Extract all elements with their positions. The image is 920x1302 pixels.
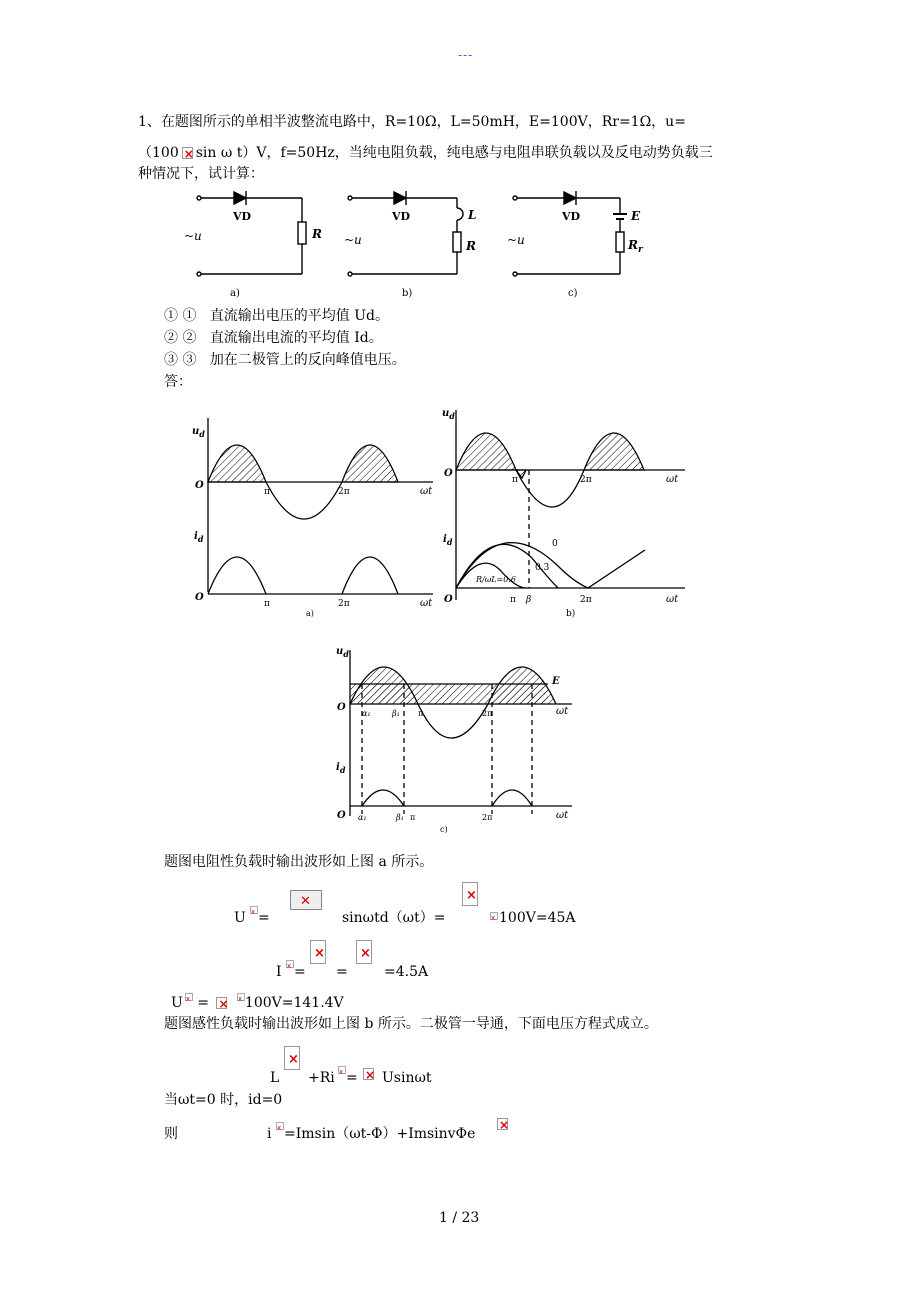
caption-wave-c: c) <box>440 825 448 834</box>
wt-label-a: ωt <box>420 486 433 497</box>
list-item-1 <box>164 306 389 326</box>
broken-image-icon <box>310 940 326 964</box>
broken-image-icon <box>182 147 193 159</box>
circuit-a <box>184 191 322 299</box>
zero-label-b: 0 <box>552 539 558 549</box>
e-label-wave-c: E <box>552 676 560 687</box>
problem-line-3: 种情况下，试计算： <box>138 166 264 182</box>
broken-image-icon <box>286 960 294 968</box>
id-letter-b: i <box>443 534 447 545</box>
problem-line-2 <box>138 143 713 163</box>
r-label-b: R <box>466 239 476 253</box>
l-label-b: L <box>468 208 477 222</box>
caption-a: a) <box>230 288 240 299</box>
eq2-i: I <box>276 964 282 980</box>
broken-image-icon <box>356 940 372 964</box>
list-item-2 <box>164 328 383 348</box>
source-label-b: ~u <box>344 233 362 247</box>
page-number: 1 / 23 <box>439 1210 480 1226</box>
origin-a2: O <box>195 592 204 603</box>
condition-text: 当ωt=0 时，id=0 <box>164 1092 283 1108</box>
eq5-then: 则 <box>164 1126 178 1142</box>
wt-label-b2: ωt <box>666 594 679 605</box>
two-pi-label-a: 2π <box>338 487 350 497</box>
broken-image-icon <box>490 912 498 920</box>
pi-label-b: π <box>512 475 518 485</box>
pi-label-c2: π <box>410 813 416 822</box>
origin-c2: O <box>337 810 346 821</box>
eq4-end: Usinωt <box>382 1070 432 1086</box>
caption-c: c) <box>568 288 578 299</box>
two-pi-label-a2: 2π <box>338 599 350 609</box>
caption-b: b) <box>402 288 413 299</box>
source-label-c: ~u <box>507 233 525 247</box>
pi-label-b2: π <box>510 595 516 605</box>
id-label-b <box>443 534 453 547</box>
vd-label-a: VD <box>233 210 252 223</box>
item-1-num: ① ① <box>164 308 197 324</box>
wt-label-c: ωt <box>556 706 569 717</box>
ud-label-c <box>336 646 349 659</box>
e-label-c: E <box>631 209 641 223</box>
eq5-i: i <box>267 1126 272 1142</box>
item-3-num: ③ ③ <box>164 352 197 368</box>
broken-image-icon <box>284 1046 300 1070</box>
id-subscript-a: d <box>197 534 204 544</box>
waveform-b <box>440 400 690 622</box>
r-label-a: R <box>312 227 322 241</box>
circuit-b <box>344 191 476 299</box>
origin-b2: O <box>444 594 453 605</box>
rr-letter: R <box>628 238 638 252</box>
broken-image-icon <box>250 906 258 914</box>
id-letter-a: i <box>194 531 198 542</box>
eq4-equals: = <box>346 1070 358 1086</box>
equation-3 <box>171 993 344 1013</box>
ud-letter-a: u <box>192 426 200 437</box>
item-3-text: 加在二极管上的反向峰值电压。 <box>209 352 406 368</box>
origin-c: O <box>337 702 346 713</box>
ud-label-b <box>442 408 455 421</box>
item-2-text: 直流输出电流的平均值 Id。 <box>209 330 383 346</box>
p03-label-b: 0.3 <box>535 563 550 573</box>
caption-wave-b: b) <box>566 609 576 619</box>
beta1-label-c: β₁ <box>392 709 400 718</box>
rr-subscript: r <box>637 245 643 255</box>
vd-label-b: VD <box>392 210 411 223</box>
ud-subscript-b: d <box>449 411 455 421</box>
ratio-label-b: R/ωL=0.6 <box>476 575 516 584</box>
circuit-diagrams <box>170 186 660 304</box>
broken-image-icon <box>497 1118 508 1130</box>
rr-label-c <box>627 238 644 255</box>
ud-subscript-a: d <box>199 429 205 439</box>
broken-image-icon <box>462 882 478 906</box>
beta1-label-c2: β₁ <box>396 813 404 822</box>
eq3-end: 100V=141.4V <box>244 995 344 1011</box>
waveform-c <box>332 644 582 836</box>
eq4-l: L <box>270 1070 280 1086</box>
ud-label-a <box>192 426 205 439</box>
origin-a: O <box>195 480 204 491</box>
pi-label-a2: π <box>264 599 270 609</box>
header-mark: --- <box>458 48 474 62</box>
eq4-ri: +Ri <box>308 1070 335 1086</box>
list-item-3 <box>164 350 406 370</box>
resistive-text: 题图电阻性负载时输出波形如上图 a 所示。 <box>164 854 434 870</box>
two-pi-label-c: 2π <box>482 709 493 718</box>
problem-line-2-post: sin ω t）V，f=50Hz，当纯电阻负载，纯电感与电阻串联负载以及反电动势负载三 <box>195 145 713 161</box>
id-subscript-c: d <box>339 765 346 775</box>
caption-wave-a: a) <box>306 609 314 618</box>
two-pi-label-c2: 2π <box>482 813 493 822</box>
ud-letter-b: u <box>442 408 450 419</box>
id-letter-c: i <box>336 762 340 773</box>
pi-label-c: π <box>418 709 424 718</box>
eq1-middle: sinωtd（ωt）= <box>342 910 446 926</box>
broken-image-icon <box>216 997 227 1009</box>
eq2-equals-2: = <box>336 964 348 980</box>
ud-letter-c: u <box>336 646 344 657</box>
beta-label-b: β <box>526 595 532 605</box>
broken-image-icon <box>338 1066 346 1074</box>
eq3-u: U <box>171 995 183 1011</box>
id-label-a <box>194 531 204 544</box>
pi-label-a: π <box>264 487 270 497</box>
alpha1-label-c2: α₁ <box>358 813 367 822</box>
eq1-u: U <box>234 910 246 926</box>
waveform-a <box>188 412 438 622</box>
ud-subscript-c: d <box>343 649 349 659</box>
problem-line-2-pre: （100 <box>138 145 179 161</box>
eq2-end: =4.5A <box>384 964 429 980</box>
item-2-num: ② ② <box>164 330 197 346</box>
eq2-equals-1: = <box>294 964 306 980</box>
broken-image-icon <box>237 993 245 1001</box>
broken-image-icon <box>185 993 193 1001</box>
eq1-end: 100V=45A <box>499 910 576 926</box>
eq5-rest: =Imsin（ωt-Φ）+ImsinvΦe <box>284 1126 476 1142</box>
source-label-a: ~u <box>184 229 202 243</box>
alpha1-label-c: α₁ <box>362 709 371 718</box>
wt-label-a2: ωt <box>420 598 433 609</box>
problem-line-1: 1、在题图所示的单相半波整流电路中，R=10Ω，L=50mH，E=100V，Rr=1Ω，u= <box>138 114 686 130</box>
inductive-text: 题图感性负载时输出波形如上图 b 所示。二极管一导通，下面电压方程式成立。 <box>164 1016 658 1032</box>
two-pi-label-b2: 2π <box>580 595 592 605</box>
wt-label-c2: ωt <box>556 810 569 821</box>
item-1-text: 直流输出电压的平均值 Ud。 <box>209 308 390 324</box>
wt-label-b: ωt <box>666 474 679 485</box>
broken-image-icon <box>363 1068 374 1080</box>
origin-b: O <box>444 468 453 479</box>
answer-label: 答： <box>164 374 192 390</box>
circuit-c <box>507 191 644 299</box>
id-label-c <box>336 762 346 775</box>
vd-label-c: VD <box>562 210 581 223</box>
equation-5 <box>164 1124 524 1148</box>
id-subscript-b: d <box>446 537 453 547</box>
eq1-equals: = <box>258 910 270 926</box>
broken-image-icon <box>290 890 322 910</box>
eq3-equals: = <box>197 995 209 1011</box>
broken-image-icon <box>276 1122 284 1130</box>
two-pi-label-b: 2π <box>580 475 592 485</box>
